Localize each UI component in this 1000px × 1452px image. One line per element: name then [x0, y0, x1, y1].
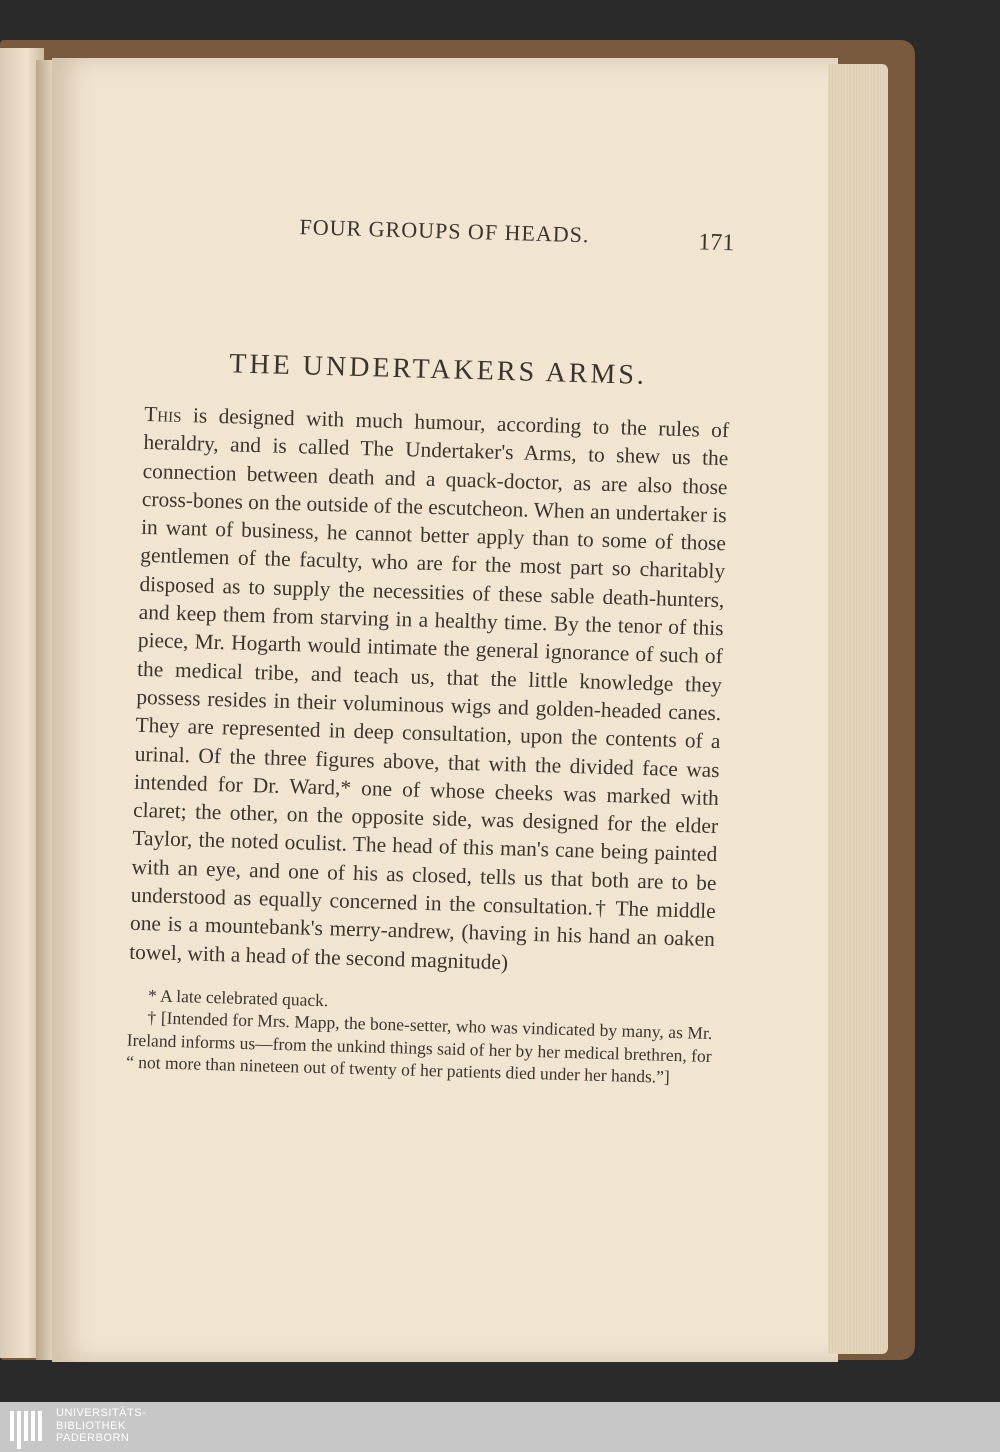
logo-line-1: UNIVERSITÄTS-: [56, 1407, 147, 1419]
logo-line-3: PADERBORN: [56, 1432, 130, 1444]
page-number: 171: [697, 229, 735, 257]
body-paragraph: [129, 400, 730, 982]
library-logo-text: [56, 1407, 146, 1445]
footnote-1: * A late celebrated quack.: [147, 985, 329, 1011]
chapter-title: THE UNDERTAKERS ARMS.: [228, 348, 648, 391]
page-edges: [828, 64, 888, 1354]
body-text: is designed with much humour, according to the rules of heraldry, and is called The Undertaker's Arms, to shew us the connection between death and a quack-doctor, as are also those cross-bones on the outside of the escutcheon. When an undertaker is in want of business, he cannot better apply than to some of those gentlemen of the faculty, who are for the most part so charitably disposed as to supply the necessities of these sable death-hunters, and keep them from starving in a healthy time. By the tenor of this piece, Mr. Hogarth would intimate the general ignorance of such of the medical tribe, and teach us, that the little knowledge they possess resides in their voluminous wigs and golden-headed canes. They are represented in deep consultation, upon the contents of a urinal. Of the three figures above, that with the divided face was intended for Dr. Ward,* one of whose cheeks was marked with claret; the other, on the opposite side, was designed for the elder Taylor, the noted oculist. The head of this man's cane being painted with an eye, and one of his as closed, tells us that both are to be understood as equally concerned in the consultation.† The middle one is a mountebank's merry-andrew, (having in his hand an oaken towel, with a head of the second magnitude): [128, 402, 730, 974]
running-head: FOUR GROUPS OF HEADS.: [299, 214, 590, 248]
body-lead-word: This: [143, 401, 182, 427]
library-logo-icon: [8, 1407, 48, 1449]
footnotes: [126, 984, 713, 1090]
library-footer: [0, 1402, 1000, 1452]
page-text-block: [126, 210, 735, 1090]
logo-line-2: BIBLIOTHEK: [56, 1419, 126, 1432]
footnote-2: † [Intended for Mrs. Mapp, the bone-setter, who was vindicated by many, as Mr. Ireland informs us—from the unkind things said of her by her medical brethren, for “ not more than nineteen out of twenty of her patients died under her hands.”]: [125, 1007, 713, 1088]
